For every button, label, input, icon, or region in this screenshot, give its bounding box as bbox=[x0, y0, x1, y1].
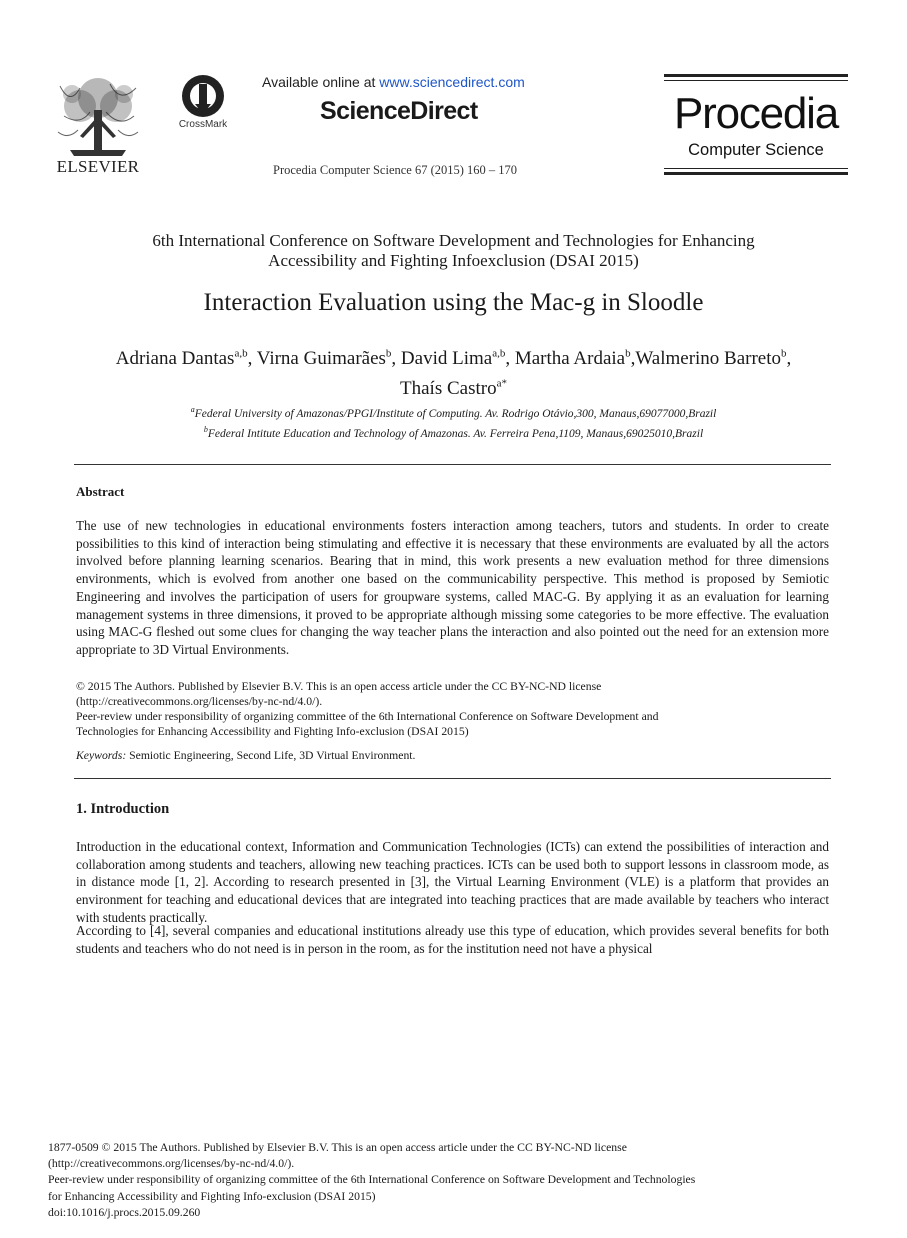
footer-issn-line: 1877-0509 © 2015 The Authors. Published by Elsevier B.V. This is an open access article under the CC BY-NC-ND license bbox=[48, 1141, 627, 1154]
procedia-title: Procedia bbox=[673, 89, 839, 138]
keywords-label: Keywords: bbox=[76, 749, 127, 762]
conference-line-2: Accessibility and Fighting Infoexclusion (DSAI 2015) bbox=[268, 251, 639, 270]
footer-license-link[interactable]: (http://creativecommons.org/licenses/by-nc-nd/4.0/). bbox=[48, 1157, 295, 1171]
affiliation: $^b$Federal Intitute Education and Technology of Amazonas. Av. Ferreira Pena,1109, Manaus,69025010,Brazil bbox=[203, 424, 704, 440]
license-link[interactable]: (http://creativecommons.org/licenses/by-nc-nd/4.0/). bbox=[76, 695, 323, 708]
procedia-rule-top-thin bbox=[664, 80, 848, 81]
footer-doi[interactable]: doi:10.1016/j.procs.2015.09.260 bbox=[48, 1205, 201, 1219]
section-heading-introduction: 1. Introduction bbox=[76, 801, 170, 817]
author: David Lima$^{a,b}$, bbox=[400, 348, 515, 370]
crossmark-badge[interactable] bbox=[172, 74, 234, 134]
author: Adriana Dantas$^{a,b}$, bbox=[115, 348, 257, 370]
author: Walmerino Barreto$^b$, bbox=[635, 348, 792, 370]
elsevier-logo bbox=[50, 76, 146, 176]
license-line: © 2015 The Authors. Published by Elsevier B.V. This is an open access article under the CC BY-NC-ND license bbox=[76, 680, 602, 693]
license-notice bbox=[76, 679, 829, 739]
crossmark-label: CrossMark bbox=[178, 119, 228, 130]
keywords-text: Semiotic Engineering, Second Life, 3D Virtual Environment. bbox=[129, 749, 416, 762]
paper-title: Interaction Evaluation using the Mac-g in Sloodle bbox=[203, 289, 704, 316]
keywords bbox=[76, 748, 829, 763]
author: Virna Guimarães$^b$, bbox=[256, 348, 401, 370]
page-footer bbox=[48, 1140, 838, 1221]
divider-top bbox=[74, 464, 831, 465]
divider-bottom bbox=[74, 778, 831, 779]
availability-prefix: Available online at bbox=[262, 74, 376, 90]
author: Martha Ardaia$^b$, bbox=[514, 348, 636, 370]
abstract-body: The use of new technologies in educational environments fosters interaction among teachers, tutors and students. In order to create possibilities to this kind of interaction being stimulating and effective it is necessary that these environments are evaluated by all the actors involved before planning learning scenarios. Bearing that in mind, this work presents a new evaluation method for three dimensions environments, which is evolved from another one based on the communicability perspective. This method is proposed by Semiotic Engineering and involves the participation of users for groupware systems, called MAC-G. By applying it as an evaluation for learning management systems in three dimensions, it proved to be appropriate although missing some categories to be more effective. The evaluation using MAC-G fleshed out some clues for changing the way teacher plans the interaction and also pointed out the need for an extension more appropriate to 3D Virtual Environments. bbox=[76, 518, 829, 657]
elsevier-tree-icon bbox=[50, 76, 146, 158]
availability-line bbox=[262, 74, 525, 90]
intro-paragraph-2: According to [4], several companies and educational institutions already use this type of education, which provides several benefits for both students and teachers who do not need is in person in the room, as for the institution need not have a physical bbox=[76, 923, 829, 956]
peer-review-line: Technologies for Enhancing Accessibility and Fighting Info-exclusion (DSAI 2015) bbox=[76, 725, 469, 738]
sciencedirect-link[interactable]: www.sciencedirect.com bbox=[379, 74, 525, 90]
footer-peer-review: for Enhancing Accessibility and Fighting Info-exclusion (DSAI 2015) bbox=[48, 1189, 376, 1203]
journal-reference: Procedia Computer Science 67 (2015) 160 – 170 bbox=[273, 163, 518, 177]
procedia-rule-bottom-thin bbox=[664, 168, 848, 169]
abstract-heading: Abstract bbox=[76, 484, 125, 499]
peer-review-line: Peer-review under responsibility of organizing committee of the 6th International Conference on Software Development and bbox=[76, 710, 659, 723]
crossmark-icon bbox=[181, 74, 225, 118]
affiliation: $^a$Federal University of Amazonas/PPGI/Institute of Computing. Av. Rodrigo Otávio,300, Manaus,69077000,Brazil bbox=[190, 405, 717, 420]
publisher-name: ELSEVIER bbox=[56, 157, 140, 176]
affiliations bbox=[60, 402, 847, 442]
procedia-rule-top bbox=[664, 74, 848, 77]
procedia-rule-bottom bbox=[664, 172, 848, 175]
conference-name bbox=[60, 231, 847, 271]
footer-peer-review: Peer-review under responsibility of organizing committee of the 6th International Conference on Software Development and Technologies bbox=[48, 1173, 696, 1187]
author: Thaís Castro$^{a*}$ bbox=[400, 377, 507, 399]
procedia-logo bbox=[664, 74, 848, 175]
procedia-subtitle: Computer Science bbox=[688, 141, 824, 159]
author-list bbox=[100, 342, 807, 401]
conference-line-1: 6th International Conference on Software Development and Technologies for Enhancing bbox=[152, 231, 755, 250]
intro-paragraph-1: Introduction in the educational context, Information and Communication Technologies (ICTs) can extend the possibilities of interaction and collaboration among students and teachers, allowing new teaching practices. ICTs can be used both to support lessons in classroom mode, as in distance mode [1, 2]. According to research presented in [3], the Virtual Learning Environment (VLE) is a platform that provides an environment for teaching and educational devices that are integrated into teaching practices that are made available by teachers who interact with students practically. bbox=[76, 839, 829, 925]
sciencedirect-brand: ScienceDirect bbox=[320, 97, 478, 125]
